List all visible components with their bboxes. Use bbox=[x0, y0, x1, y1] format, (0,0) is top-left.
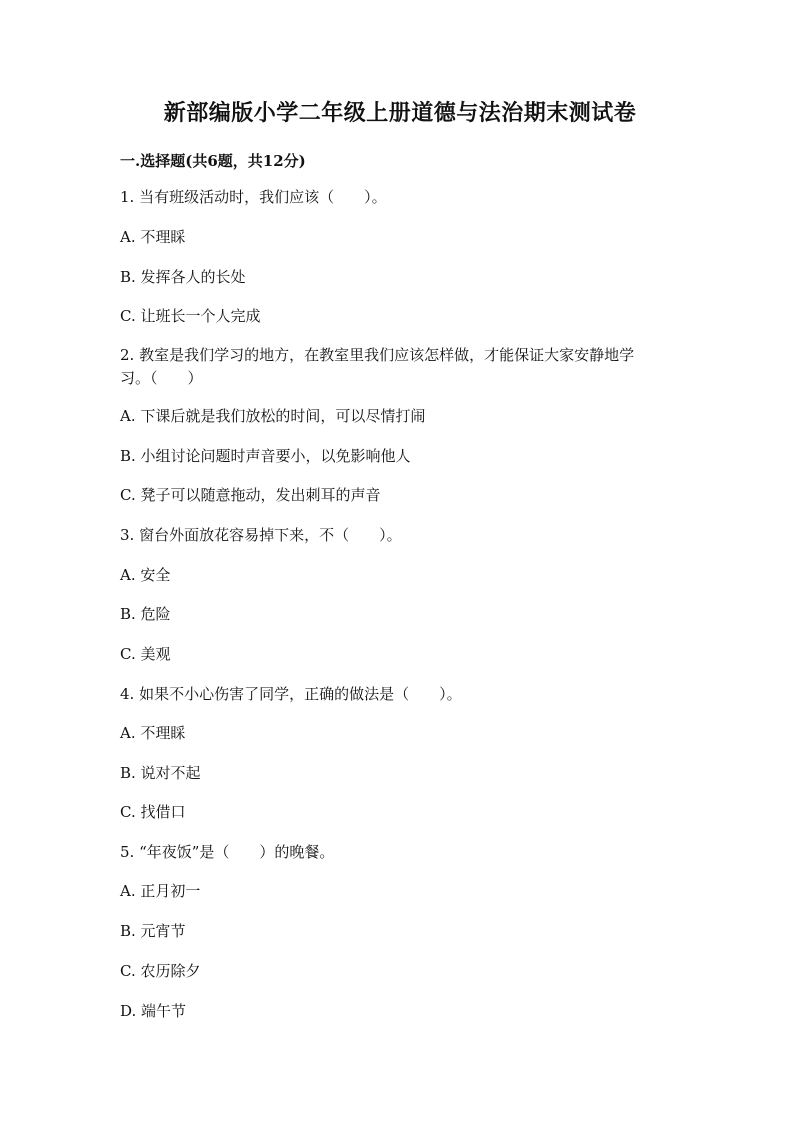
question-2-option-b: B. 小组讨论问题时声音要小，以免影响他人 bbox=[120, 447, 411, 465]
question-2-option-c: C. 凳子可以随意拖动，发出刺耳的声音 bbox=[120, 486, 381, 504]
section-heading: 一.选择题(共6题，共12分) bbox=[120, 152, 306, 170]
question-2-option-a: A. 下课后就是我们放松的时间，可以尽情打闹 bbox=[120, 407, 426, 425]
question-4-option-b: B. 说对不起 bbox=[120, 764, 201, 782]
question-3-option-c: C. 美观 bbox=[120, 645, 171, 663]
question-2-stem-line-1: 2. 教室是我们学习的地方，在教室里我们应该怎样做，才能保证大家安静地学 bbox=[120, 346, 635, 364]
question-4-option-c: C. 找借口 bbox=[120, 803, 186, 821]
question-5-option-a: A. 正月初一 bbox=[120, 882, 201, 900]
question-1-option-b: B. 发挥各人的长处 bbox=[120, 268, 246, 286]
question-3-stem: 3. 窗台外面放花容易掉下来，不（ ）。 bbox=[120, 526, 402, 544]
question-1-option-a: A. 不理睬 bbox=[120, 228, 186, 246]
question-4-option-a: A. 不理睬 bbox=[120, 724, 186, 742]
question-1-stem: 1. 当有班级活动时，我们应该（ ）。 bbox=[120, 188, 387, 206]
question-5-option-d: D. 端午节 bbox=[120, 1002, 187, 1020]
question-3-option-b: B. 危险 bbox=[120, 605, 171, 623]
question-2-stem-line-2: 习。（ ） bbox=[120, 369, 203, 387]
question-5-option-c: C. 农历除夕 bbox=[120, 962, 201, 980]
question-5-option-b: B. 元宵节 bbox=[120, 922, 186, 940]
question-5-stem: 5. “年夜饭”是（ ）的晚餐。 bbox=[120, 843, 335, 861]
question-1-option-c: C. 让班长一个人完成 bbox=[120, 307, 261, 325]
page-title: 新部编版小学二年级上册道德与法治期末测试卷 bbox=[163, 100, 637, 126]
question-4-stem: 4. 如果不小心伤害了同学，正确的做法是（ ）。 bbox=[120, 685, 462, 703]
question-3-option-a: A. 安全 bbox=[120, 566, 171, 584]
